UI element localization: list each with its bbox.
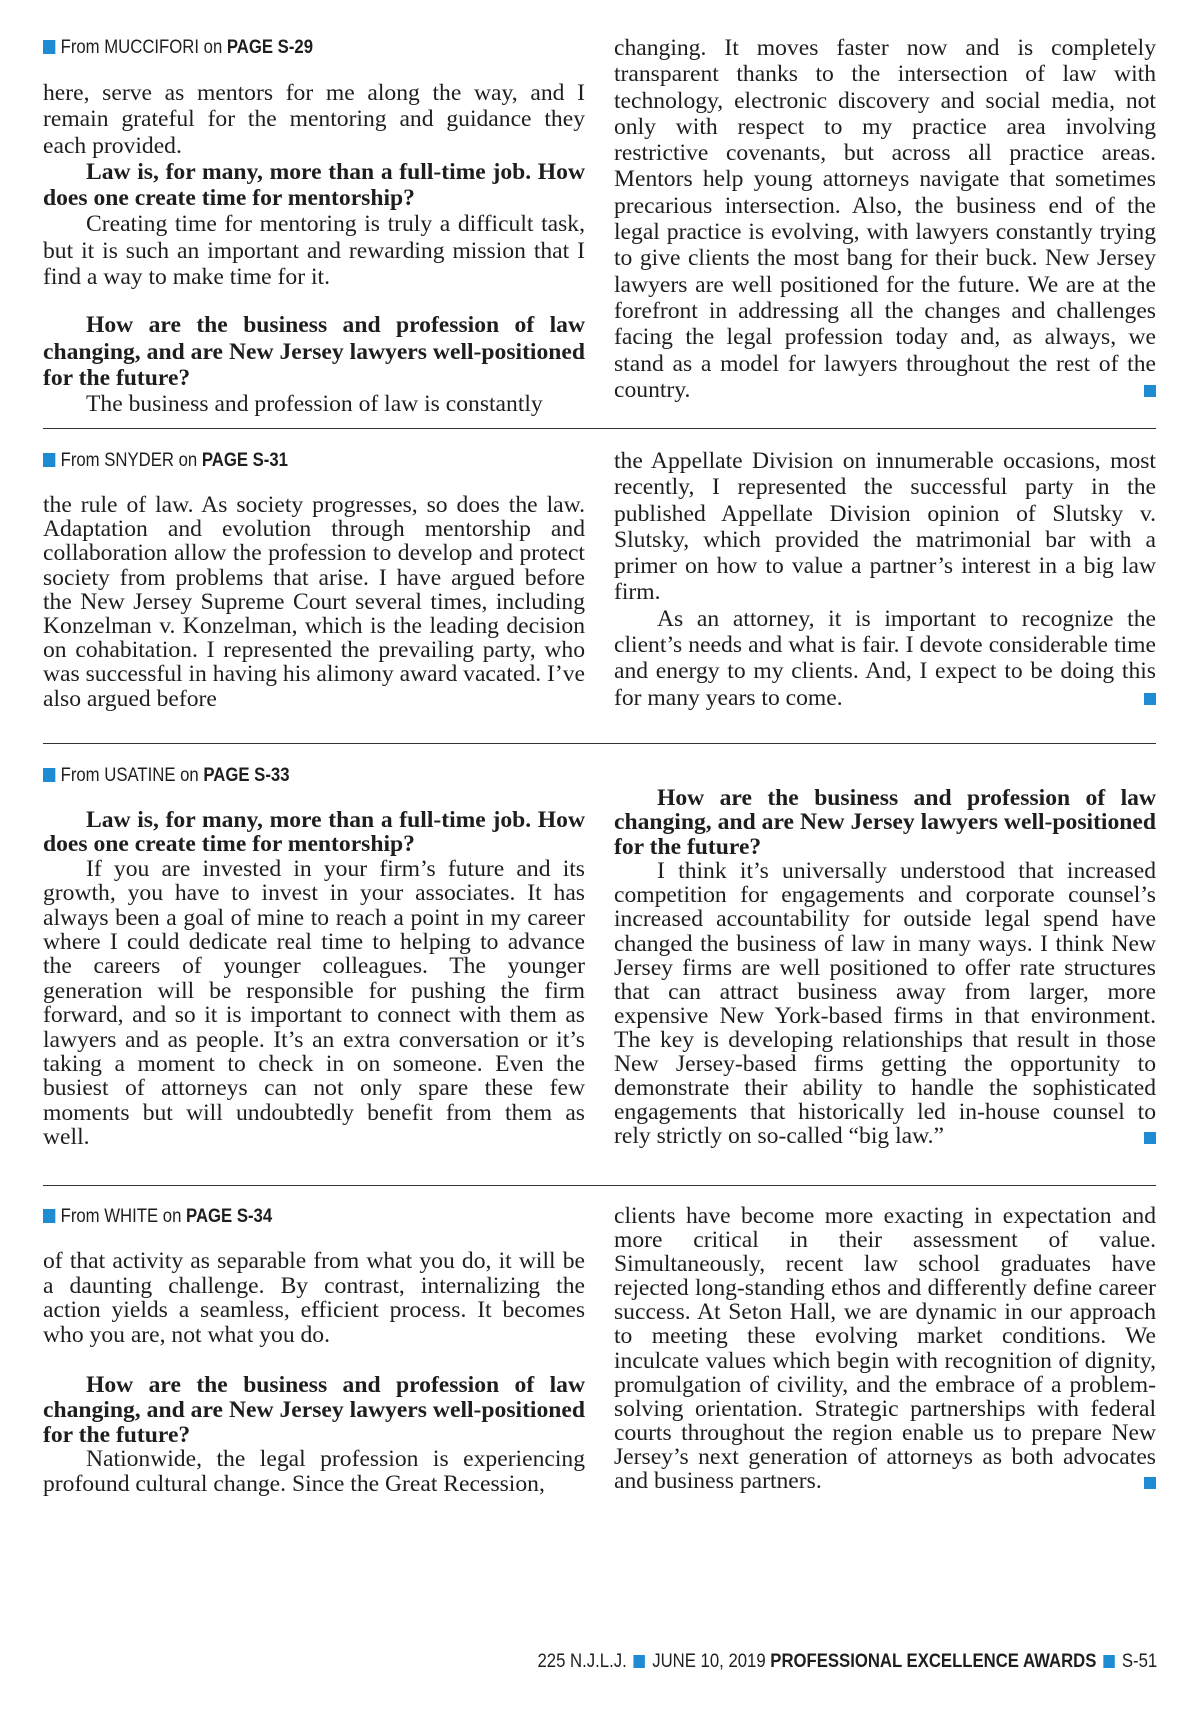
end-mark-icon [1144,1132,1156,1144]
right-column [614,1204,1156,1493]
question: How are the business and profession of law changing, and are New Jersey lawyers well-positioned for the future? [43,312,585,391]
right-column [614,448,1156,711]
blue-square-icon [43,40,55,54]
end-mark-icon [1144,385,1156,397]
author-name: SNYDER [104,450,174,471]
continuation-header: From MUCCIFORI on PAGE S-29 [43,37,520,59]
paragraph: here, serve as mentors for me along the way, and I remain grateful for the mentoring and guidance they each provided. [43,80,585,159]
blue-square-icon [1103,1655,1114,1668]
page-reference: PAGE S-31 [201,450,288,471]
paragraph: As an attorney, it is important to recognize the client’s needs and what is fair. I devote considerable time and energy to my clients. And, I expect to be doing this for many years to come. [614,605,1156,711]
page-reference: PAGE S-34 [186,1206,273,1227]
continuation-header: From USATINE on PAGE S-33 [43,765,520,787]
paragraph: The business and profession of law is constantly [86,391,543,418]
author-name: MUCCIFORI [104,37,199,58]
continuation-header: From WHITE on PAGE S-34 [43,1206,520,1228]
paragraph: the rule of law. As society progresses, so does the law. Adaptation and evolution through mentorship and collaboration allow the profession to develop and protect society from problems that arise. I have argued before the New Jersey Supreme Court several times, including Konzelman v. Konzelman, which is the leading decision on cohabitation. I represented the prevailing party, who was successful in having his alimony award vacated. I’ve also argued before [43,492,585,712]
paragraph: changing. It moves faster now and is completely transparent thanks to the intersection of law with technology, electronic discovery and social media, not only with respect to my practice area involving restrictive covenants, but across all practice areas. Mentors help young attorneys navigate that sometimes precarious intersection. Also, the business end of the legal practice is evolving, with lawyers constantly trying to give clients the most bang for their buck. New Jersey lawyers are well positioned for the future. We are at the forefront in addressing all the changes and challenges facing the legal profession today and, as always, we stand as a model for lawyers throughout the rest of the country. [614,35,1156,403]
blue-square-icon [634,1655,645,1668]
author-name: WHITE [104,1206,159,1227]
left-column [43,37,585,418]
end-mark-icon [1144,1477,1156,1489]
question: How are the business and profession of law changing, and are New Jersey lawyers well-positioned for the future? [43,1372,585,1448]
left-column [43,450,585,711]
paragraph: If you are invested in your firm’s future and its growth, you have to invest in your associates. It has always been a goal of mine to reach a point in my career where I could dedicate real time to helping to advance the careers of younger colleagues. The younger generation will be responsible for pushing the firm forward, and so it is important to connect with them as lawyers and as people. It’s an extra conversation or it’s taking a moment to check in on someone. Even the busiest of attorneys can not only spare these few moments but will undoubtedly benefit from them as well. [43,855,585,1151]
blue-square-icon [43,768,55,782]
left-column [43,765,585,1150]
author-name: USATINE [104,765,176,786]
blue-square-icon [43,453,55,467]
issue-date: JUNE 10, 2019 [652,1651,766,1672]
journal-volume: 225 N.J.L.J. [537,1651,627,1672]
paragraph: of that activity as separable from what you do, it will be a daunting challenge. By contrast, internalizing the action yields a seamless, efficient process. It becomes who you are, not what you do. [43,1248,585,1348]
continuation-header: From SNYDER on PAGE S-31 [43,450,520,472]
question: Law is, for many, more than a full-time job. How does one create time for mentorship? [43,158,585,212]
left-column [43,1206,585,1496]
section-divider [43,428,1156,429]
question: How are the business and profession of law changing, and are New Jersey lawyers well-positioned for the future? [614,785,1156,860]
paragraph: the Appellate Division on innumerable occasions, most recently, I represented the successful party in the published Appellate Division opinion of Slutsky v. Slutsky, which provided the matrimonial bar with a primer on how to value a partner’s interest in a big law firm. [614,448,1156,606]
page-footer [537,1651,1157,1673]
section-name: PROFESSIONAL EXCELLENCE AWARDS [770,1651,1097,1672]
paragraph: Nationwide, the legal profession is experiencing profound cultural change. Since the Great Recession, [43,1446,585,1497]
page-number: S-51 [1121,1651,1157,1672]
section-divider [43,1185,1156,1186]
paragraph: clients have become more exacting in expectation and more critical in their assessment of value. Simultaneously, recent law school graduates have rejected long-standing ethos and differently define career success. At Seton Hall, we are dynamic in our approach to meeting these evolving market conditions. We inculcate values which begin with recognition of dignity, promulgation of civility, and the embrace of a problem-solving orientation. Strategic partnerships with federal courts throughout the region enable us to prepare New Jersey’s next generation of attorneys as both advocates and business partners. [614,1203,1156,1495]
right-column [614,35,1156,403]
section-divider [43,743,1156,744]
question: Law is, for many, more than a full-time job. How does one create time for mentorship? [43,807,585,858]
paragraph: Creating time for mentoring is truly a difficult task, but it is such an important and rewarding mission that I find a way to make time for it. [43,211,585,291]
right-column [614,786,1156,1148]
paragraph: I think it’s universally understood that increased competition for engagements and corporate counsel’s increased accountability for outside legal spend have changed the business of law in many ways. I think New Jersey firms are well positioned to offer rate structures that can attract business away from larger, more expensive New York-based firms in that environment. The key is developing relationships that result in those New Jersey-based firms getting the opportunity to demonstrate their ability to handle the sophisticated engagements that historically led in-house counsel to rely strictly on so-called “big law.” [614,858,1156,1150]
blue-square-icon [43,1209,55,1223]
page-reference: PAGE S-29 [226,37,314,58]
page-reference: PAGE S-33 [203,765,290,786]
end-mark-icon [1144,693,1156,705]
